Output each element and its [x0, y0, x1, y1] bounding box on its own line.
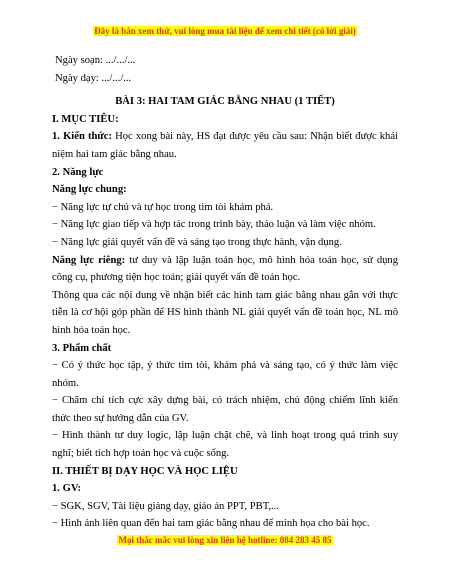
lesson-title: BÀI 3: HAI TAM GIÁC BẰNG NHAU (1 TIẾT): [115, 96, 335, 108]
document-body: [52, 52, 398, 533]
section-objectives-heading: I. MỤC TIÊU:: [52, 113, 119, 125]
general-competency-item: − Năng lực tự chủ và tự học trong tìm tòi khám phá.: [52, 201, 274, 213]
general-competency-item: − Năng lực giao tiếp và hợp tác trong trình bày, thảo luận và làm việc nhóm.: [52, 219, 376, 231]
general-competency-item: − Năng lực giải quyết vấn đề và sáng tạo trong thực hành, vận dụng.: [52, 236, 342, 248]
general-competency-heading: Năng lực chung:: [52, 184, 127, 196]
specific-competency-paragraph: [52, 252, 398, 287]
teacher-item: − Hình ảnh liên quan đến hai tam giác bằng nhau để minh họa cho bài học.: [52, 518, 370, 530]
through-content-paragraph: Thông qua các nội dung về nhận biết các hình tam giác bằng nhau gắn với thực tiễn là cơ hội góp phần để HS hình thành NL giải quyết vấn đề toán học, NL mô hình hóa toán học.: [52, 289, 398, 336]
hotline-text: Mọi thắc mắc vui lòng xin liên hệ hotline: 084 283 45 85: [118, 535, 332, 545]
teacher-item: − SGK, SGV, Tài liệu giảng dạy, giáo án PPT, PBT,...: [52, 500, 279, 512]
competency-heading: 2. Năng lực: [52, 166, 104, 178]
knowledge-text: Học xong bài này, HS đạt được yêu cầu sau: Nhận biết được khái niệm hai tam giác bằng nhau.: [52, 131, 399, 160]
section-equipment-heading: II. THIẾT BỊ DẠY HỌC VÀ HỌC LIỆU: [52, 465, 238, 477]
quality-item: − Chăm chỉ tích cực xây dựng bài, có trách nhiệm, chủ động chiếm lĩnh kiến thức theo sự hướng dẫn của GV.: [52, 395, 398, 424]
specific-competency-label: Năng lực riêng:: [52, 254, 126, 266]
knowledge-paragraph: [52, 128, 398, 163]
quality-item: − Hình thành tư duy logic, lập luận chặt chẽ, và linh hoạt trong quá trình suy nghĩ; biết tích hợp toán học và cuộc sống.: [52, 430, 398, 460]
preparation-date: Ngày soạn: .../.../...: [55, 55, 136, 66]
preview-notice-banner: [0, 26, 450, 36]
teacher-heading: 1. GV:: [52, 483, 82, 495]
teaching-date: Ngày dạy: .../.../...: [55, 72, 132, 84]
qualities-heading: 3. Phẩm chất: [52, 342, 112, 354]
preview-notice-text: Đây là bản xem thử, vui lòng mua tài liệu để xem chi tiết (có lời giải): [94, 26, 356, 36]
specific-competency-text: tư duy và lập luận toán học, mô hình hóa toán học, sử dụng công cụ, phương tiện học toán; giải quyết vấn đề toán học.: [52, 254, 399, 284]
hotline-banner: [0, 535, 450, 545]
knowledge-label: 1. Kiến thức:: [52, 131, 112, 143]
quality-item: − Có ý thức học tập, ý thức tìm tòi, khám phá và sáng tạo, có ý thức làm việc nhóm.: [52, 360, 398, 389]
